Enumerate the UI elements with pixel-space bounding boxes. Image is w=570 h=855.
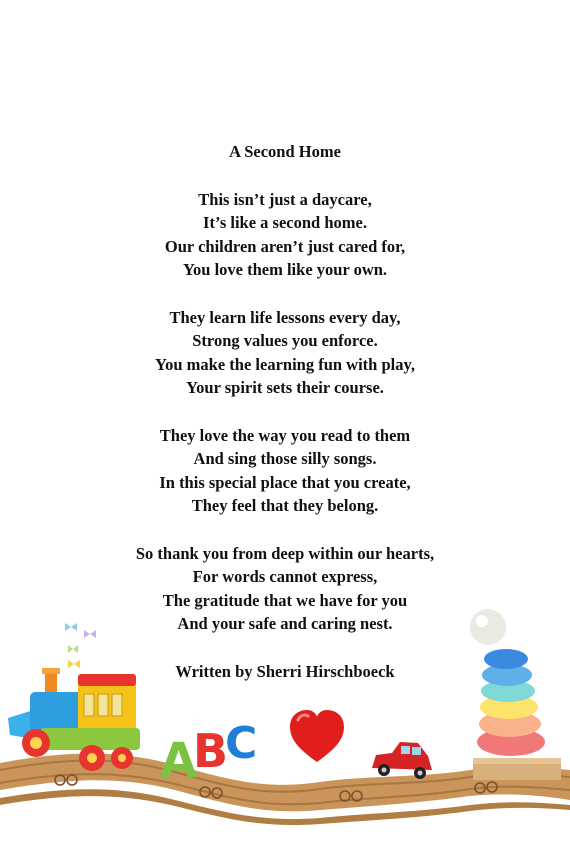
letter-b: B (193, 724, 229, 778)
poem-line: The gratitude that we have for you (162, 590, 408, 610)
poem-line: They feel that they belong. (191, 496, 379, 515)
poem-line: It’s like a second home. (203, 213, 367, 232)
poem-line: They learn life lessons every day, (169, 307, 401, 327)
stanza-2 (0, 306, 570, 400)
poem-line: For words cannot express, (192, 567, 378, 586)
toy-border-illustration (0, 600, 570, 855)
poem-line: You love them like your own. (182, 260, 388, 279)
stacking-ring-toy (470, 609, 561, 780)
stanza-1 (0, 188, 570, 282)
poem-line: You make the learning fun with play, (155, 354, 415, 374)
poem-line: They love the way you read to them (159, 425, 411, 445)
poem-title: A Second Home (229, 142, 341, 161)
poem-author: Written by Sherri Hirschboeck (175, 661, 395, 681)
poem-line: And your safe and caring nest. (177, 614, 393, 633)
poem-line: Strong values you enforce. (192, 331, 378, 350)
poem-line: Our children aren’t just cared for, (164, 236, 406, 256)
letter-c: C (225, 718, 258, 769)
stanza-3 (0, 424, 570, 518)
butterfly-icon (65, 623, 96, 668)
poem-line: In this special place that you create, (159, 472, 411, 492)
toy-car (372, 742, 432, 779)
poem-line: And sing those silly songs. (193, 449, 377, 468)
letter-a: A (160, 733, 198, 789)
poem-line: Your spirit sets their course. (186, 378, 384, 397)
poem-line: This isn’t just a daycare, (198, 189, 372, 209)
poem-line: So thank you from deep within our hearts, (135, 543, 435, 563)
